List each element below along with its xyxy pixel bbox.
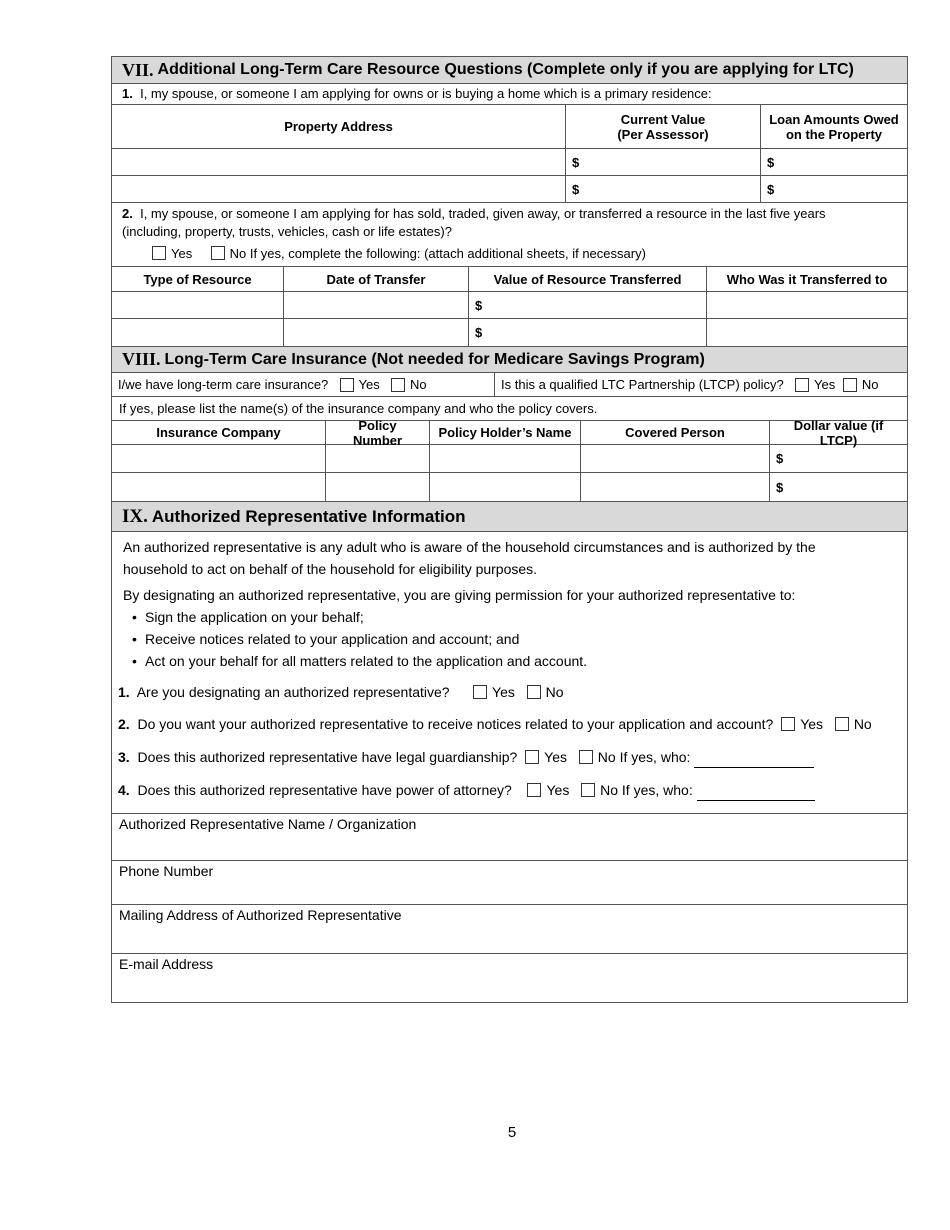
header-transferred-to: Who Was it Transferred to (726, 271, 888, 287)
ltc-no-checkbox[interactable] (391, 378, 405, 392)
question-text: Is this a qualified LTC Partnership (LTCP) policy? (501, 377, 784, 392)
dollar-sign: $ (776, 479, 784, 495)
ltc-insurance-row (112, 373, 907, 397)
yes-label: Yes (813, 377, 836, 392)
guardian-name-field[interactable] (694, 751, 814, 768)
intro-text: An authorized representative is any adult who is aware of the household circumstances and is authorized by the (123, 539, 816, 555)
transfer-row (112, 292, 907, 319)
dollar-sign: $ (776, 451, 784, 466)
transferred-to-field[interactable] (707, 292, 907, 318)
list-item: • Sign the application on your behalf; (123, 606, 900, 628)
q2-transfer-row (112, 203, 907, 267)
form-page (111, 56, 908, 1003)
page-number: 5 (507, 1124, 517, 1141)
rep-q3-no-checkbox[interactable] (579, 750, 593, 764)
q2-yes-checkbox[interactable] (152, 246, 166, 260)
rep-question-4 (118, 779, 900, 801)
field-label: Mailing Address of Authorized Representative (119, 907, 402, 923)
question-text: I, my spouse, or someone I am applying for owns or is buying a home which is a primary residence: (140, 86, 712, 101)
email-address-field[interactable] (112, 954, 907, 1002)
no-label: No (229, 246, 247, 261)
section-viii-header (112, 347, 907, 373)
property-row (112, 149, 907, 176)
question-number: 1. (118, 684, 130, 700)
header-value-transferred: Value of Resource Transferred (469, 267, 707, 291)
question-text: Does this authorized representative have legal guardianship? (137, 749, 518, 765)
insurance-company-field[interactable] (112, 445, 326, 472)
rep-q4-no-checkbox[interactable] (581, 783, 595, 797)
rep-question-3 (118, 746, 900, 768)
type-of-resource-field[interactable] (112, 319, 284, 346)
question-number: 4. (118, 782, 130, 798)
section-title: Authorized Representative Information (151, 506, 466, 526)
property-address-field[interactable] (112, 149, 566, 175)
current-value-field[interactable] (566, 176, 761, 202)
question-number: 2. (118, 716, 130, 732)
header-policy-number: Policy Number (326, 421, 430, 444)
yes-label: Yes (171, 246, 193, 261)
ltcp-no-checkbox[interactable] (843, 378, 857, 392)
rep-q2-yes-checkbox[interactable] (781, 717, 795, 731)
transfer-table-header (112, 267, 907, 292)
dollar-sign: $ (475, 325, 483, 340)
yes-label: Yes (800, 716, 824, 732)
ltc-yes-checkbox[interactable] (340, 378, 354, 392)
authorized-rep-body (112, 532, 907, 814)
rep-name-field[interactable] (112, 814, 907, 861)
date-of-transfer-field[interactable] (284, 319, 469, 346)
property-address-field[interactable] (112, 176, 566, 202)
question-number: 2. (122, 206, 133, 221)
insurance-table-header (112, 417, 907, 448)
rep-question-1 (118, 681, 900, 703)
header-covered-person: Covered Person (581, 421, 770, 444)
covered-person-field[interactable] (581, 473, 770, 501)
dollar-sign: $ (475, 297, 483, 313)
q2-no-checkbox[interactable] (211, 246, 225, 260)
yes-label: Yes (492, 684, 515, 700)
transferred-to-field[interactable] (707, 319, 907, 346)
if-yes-label: If yes, who: (619, 749, 691, 765)
loan-amount-field[interactable] (761, 149, 907, 175)
header-line: Loan Amounts Owed (769, 111, 899, 127)
property-row (112, 176, 907, 203)
type-of-resource-field[interactable] (112, 292, 284, 318)
question-text: Are you designating an authorized representative? (136, 684, 450, 700)
no-label: No (409, 377, 427, 392)
section-title: Long-Term Care Insurance (Not needed for Medicare Savings Program) (164, 350, 705, 368)
header-property-address: Property Address (112, 105, 566, 148)
policy-holder-field[interactable] (430, 445, 581, 472)
rep-q2-no-checkbox[interactable] (835, 717, 849, 731)
section-vii-header (112, 57, 907, 84)
header-line: Current Value (620, 111, 706, 127)
rep-q4-yes-checkbox[interactable] (527, 783, 541, 797)
question-text: I, my spouse, or someone I am applying for has sold, traded, given away, or transferred a resource in the last five years (140, 206, 826, 221)
ltcp-yes-checkbox[interactable] (795, 378, 809, 392)
value-transferred-field[interactable] (469, 292, 707, 318)
insurance-company-field[interactable] (112, 473, 326, 501)
question-text: I/we have long-term care insurance? (118, 377, 329, 392)
date-of-transfer-field[interactable] (284, 292, 469, 318)
current-value-field[interactable] (566, 149, 761, 175)
header-type-of-resource: Type of Resource (112, 267, 284, 291)
field-label: Authorized Representative Name / Organization (119, 816, 417, 832)
q1-home-row (112, 84, 907, 105)
no-label: No (545, 684, 564, 700)
transfer-row (112, 319, 907, 347)
header-dollar-value: Dollar value (if LTCP) (793, 417, 884, 448)
no-label: No (861, 377, 879, 392)
yes-label: Yes (544, 749, 568, 765)
no-label: No (597, 749, 616, 765)
field-label: E-mail Address (119, 956, 214, 972)
covered-person-field[interactable] (581, 445, 770, 472)
dollar-value-field[interactable] (770, 473, 907, 501)
question-text: Does this authorized representative have power of attorney? (137, 782, 512, 798)
value-transferred-field[interactable] (469, 319, 707, 346)
phone-number-field[interactable] (112, 861, 907, 905)
permission-list (123, 606, 900, 672)
yes-label: Yes (358, 377, 380, 392)
question-text: Do you want your authorized representative to receive notices related to your application and account? (137, 716, 774, 732)
section-title: Additional Long-Term Care Resource Questions (Complete only if you are applying for LTC) (157, 61, 854, 78)
header-loan-amounts (761, 105, 907, 148)
loan-amount-field[interactable] (761, 176, 907, 202)
policy-number-field[interactable] (326, 445, 430, 472)
list-item: • Receive notices related to your application and account; and (123, 628, 900, 650)
section-ix-header (112, 502, 907, 532)
rep-q3-yes-checkbox[interactable] (525, 750, 539, 764)
list-item: • Act on your behalf for all matters related to the application and account. (123, 650, 900, 672)
field-label: Phone Number (119, 863, 214, 879)
header-line: on the Property (785, 126, 883, 142)
section-number: IX. (122, 505, 148, 527)
dollar-sign: $ (767, 154, 775, 170)
dollar-sign: $ (767, 181, 775, 197)
question-number: 1. (122, 86, 133, 101)
permission-text: By designating an authorized representative, you are giving permission for your authorized representative to: (123, 587, 796, 603)
section-number: VII. (122, 59, 154, 80)
header-current-value (566, 105, 761, 148)
policy-holder-field[interactable] (430, 473, 581, 501)
dollar-sign: $ (572, 154, 580, 170)
property-table-header (112, 105, 907, 149)
header-date-of-transfer: Date of Transfer (284, 267, 469, 291)
insurance-row (112, 473, 907, 502)
no-label: No (600, 782, 619, 798)
header-insurance-company: Insurance Company (112, 421, 326, 444)
rep-question-2 (118, 713, 900, 735)
yes-label: Yes (546, 782, 570, 798)
dollar-value-field[interactable] (770, 445, 907, 472)
insurance-row (112, 445, 907, 473)
rep-q1-no-checkbox[interactable] (527, 685, 541, 699)
intro-text-cont: household to act on behalf of the household for eligibility purposes. (123, 561, 538, 577)
header-line: (Per Assessor) (617, 126, 709, 142)
policy-number-field[interactable] (326, 473, 430, 501)
mailing-address-field[interactable] (112, 905, 907, 954)
qualified-ltcp-cell (495, 373, 907, 396)
attorney-name-field[interactable] (697, 784, 815, 801)
followup-text: If yes, complete the following: (attach additional sheets, if necessary) (249, 246, 646, 261)
question-number: 3. (118, 749, 130, 765)
rep-q1-yes-checkbox[interactable] (473, 685, 487, 699)
header-policy-holder: Policy Holder’s Name (430, 421, 581, 444)
question-text-cont: (including, property, trusts, vehicles, cash or life estates)? (122, 224, 452, 239)
have-ltc-cell (112, 373, 495, 396)
insurance-instructions: If yes, please list the name(s) of the insurance company and who the policy covers. (112, 397, 907, 421)
if-yes-label: If yes, who: (621, 782, 693, 798)
dollar-sign: $ (572, 181, 580, 197)
section-number: VIII. (122, 349, 161, 369)
no-label: No (853, 716, 872, 732)
